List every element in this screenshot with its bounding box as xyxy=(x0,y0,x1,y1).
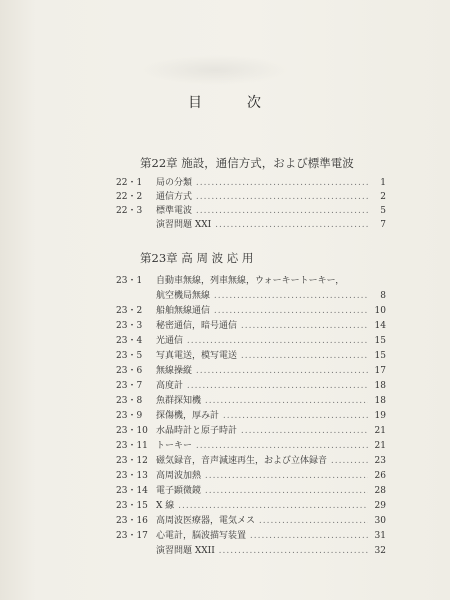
section-title: 航空機局無線 ..... xyxy=(156,290,368,303)
section-title: 探傷機，厚み計 ..... xyxy=(156,410,368,423)
section-title: 局の分類 ..... xyxy=(156,177,368,190)
section-title: 演習問題 XXI ..... xyxy=(156,219,368,232)
section-title: 無線操縦 ..... xyxy=(156,365,368,378)
section-number: 23・2 xyxy=(116,306,143,316)
title-char-2: 次 xyxy=(247,95,262,111)
toc-entry xyxy=(116,530,386,543)
section-number: 22・1 xyxy=(116,178,143,188)
section-title: 電子顕微鏡 ..... xyxy=(156,485,368,498)
section-title: 演習問題 XXII ..... xyxy=(156,545,368,558)
section-number: 22・3 xyxy=(116,206,143,216)
section-number: 23・11 xyxy=(116,441,148,451)
section-number: 23・9 xyxy=(116,411,143,421)
toc-entry xyxy=(116,335,386,348)
section-number: 23・15 xyxy=(116,501,148,511)
section-number: 22・2 xyxy=(116,192,143,202)
section-number: 23・7 xyxy=(116,381,143,391)
page-number: 1 xyxy=(380,178,386,188)
toc-entry xyxy=(116,410,386,423)
toc-entry xyxy=(116,395,386,408)
page-number: 26 xyxy=(374,471,386,481)
page-title xyxy=(0,92,450,112)
page-number: 5 xyxy=(380,206,386,216)
toc-entry xyxy=(116,515,386,528)
page-number: 7 xyxy=(380,220,386,230)
page-number: 19 xyxy=(374,411,386,421)
page-number: 21 xyxy=(374,426,386,436)
page-number: 18 xyxy=(374,396,386,406)
section-number: 23・1 xyxy=(116,276,143,286)
toc-entry xyxy=(116,350,386,363)
section-title: 船舶無線通信 ..... xyxy=(156,305,368,318)
section-title: 秘密通信，暗号通信 ..... xyxy=(156,320,368,333)
toc-entry xyxy=(116,305,386,318)
toc-entry xyxy=(116,191,386,204)
toc-entry xyxy=(116,290,386,303)
page-number: 30 xyxy=(374,516,386,526)
section-number: 23・5 xyxy=(116,351,143,361)
section-title: 光通信 ..... xyxy=(156,335,368,348)
title-char-1: 目 xyxy=(188,95,203,111)
toc-entry xyxy=(116,380,386,393)
section-number: 23・3 xyxy=(116,321,143,331)
section-title: 水晶時計と原子時計 ..... xyxy=(156,425,368,438)
page-number: 15 xyxy=(374,351,386,361)
toc-entry xyxy=(116,470,386,483)
page-number: 28 xyxy=(374,486,386,496)
section-title: 高度計 ..... xyxy=(156,380,368,393)
toc-entry xyxy=(116,455,386,468)
page-number: 23 xyxy=(374,456,386,466)
section-number: 23・17 xyxy=(116,531,148,541)
toc-entry xyxy=(116,275,386,288)
toc-entry xyxy=(116,545,386,558)
page-number: 2 xyxy=(380,192,386,202)
section-number: 23・4 xyxy=(116,336,143,346)
section-title: 写真電送，模写電送 ..... xyxy=(156,350,368,363)
page-number: 15 xyxy=(374,336,386,346)
page-number: 21 xyxy=(374,441,386,451)
toc-entry xyxy=(116,365,386,378)
toc-entry xyxy=(116,205,386,218)
section-number: 23・16 xyxy=(116,516,148,526)
page-number: 32 xyxy=(374,546,386,556)
page-number: 17 xyxy=(374,366,386,376)
section-number: 23・10 xyxy=(116,426,148,436)
chapter-22-heading: 第22章 施設，通信方式，および標準電波 xyxy=(140,156,354,170)
section-title: 高周波医療器，電気メス ..... xyxy=(156,515,368,528)
toc-entry xyxy=(116,500,386,513)
section-number: 23・14 xyxy=(116,486,148,496)
show-through-texture xyxy=(140,55,290,85)
page-number: 18 xyxy=(374,381,386,391)
toc-entry xyxy=(116,219,386,232)
section-title: 高周波加熱 ..... xyxy=(156,470,368,483)
page-number: 8 xyxy=(380,291,386,301)
toc-entry xyxy=(116,440,386,453)
section-title: トーキー ..... xyxy=(156,440,368,453)
section-title: 自動車無線，列車無線，ウォーキートーキー， xyxy=(156,276,345,286)
page-number: 29 xyxy=(374,501,386,511)
page-number: 31 xyxy=(374,531,386,541)
toc-entry xyxy=(116,485,386,498)
section-title: 磁気録音，音声減速再生，および立体録音 ..... xyxy=(156,455,368,468)
section-title: 標準電波 ..... xyxy=(156,205,368,218)
section-title: 心電計，脳波描写装置 ..... xyxy=(156,530,368,543)
toc-entry xyxy=(116,320,386,333)
section-number: 23・6 xyxy=(116,366,143,376)
section-number: 23・8 xyxy=(116,396,143,406)
section-title: X 線 ..... xyxy=(156,500,368,513)
section-number: 23・13 xyxy=(116,471,148,481)
page-number: 14 xyxy=(374,321,386,331)
section-number: 23・12 xyxy=(116,456,148,466)
toc-entry xyxy=(116,425,386,438)
section-title: 魚群探知機 ..... xyxy=(156,395,368,408)
section-title: 通信方式 ..... xyxy=(156,191,368,204)
toc-entry xyxy=(116,177,386,190)
page-number: 10 xyxy=(374,306,386,316)
chapter-23-heading: 第23章 高 周 波 応 用 xyxy=(140,251,254,265)
